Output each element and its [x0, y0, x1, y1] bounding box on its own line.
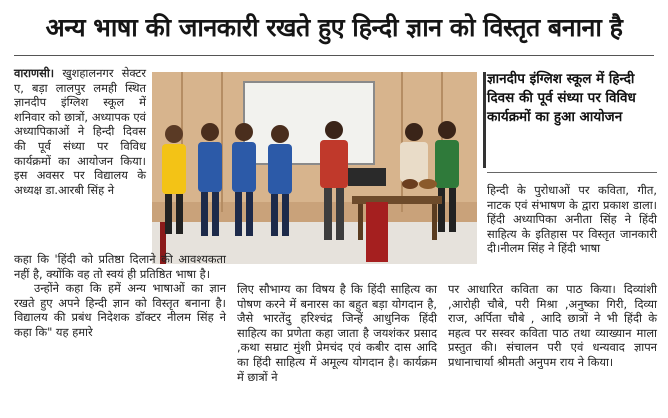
side-heading: ज्ञानदीप इंग्लिश स्कूल में हिन्दी दिवस की पूर्व संध्या पर विविध कार्यक्रमों का हुआ आयोजन	[487, 71, 636, 125]
article-text-left: खुशहालनगर सेक्टर ए, बड़ा लालपुर लमही स्थित ज्ञानदीप इंग्लिश स्कूल में शनिवार को छात्रों, अध्यापक एवं अध्यापिकाओं ने हिन्दी दिवस की पूर्व संध्या पर विविध कार्यक्रमों का आयोजन किया। इस अवसर पर विद्यालय के अध्यक्ष डा.आरबी सिंह ने	[14, 66, 146, 197]
article-column-left-continued	[14, 252, 226, 340]
article-column-right-bottom	[448, 282, 657, 370]
article-text-right-bottom: पर आधारित कविता का पाठ किया। दिव्यांशी ,आरोही चौबे, परी मिश्रा ,अनुष्का गिरी, दिव्या राज, अर्पिता चौबे , आदि छात्रों ने भी हिंदी के महत्व पर सस्वर कविता पाठ तथा व्याख्यान माला प्रस्तुत की। संचालन परी एवं धन्यवाद ज्ञापन प्रधानाचार्या श्रीमती अनुपम राय ने किया।	[448, 282, 657, 369]
side-heading-box	[487, 70, 657, 170]
news-photo	[152, 72, 477, 264]
article-text-middle: लिए सौभाग्य का विषय है कि हिंदी साहित्य का पोषण करने में बनारस का बहुत बड़ा योगदान है, जैसे भारतेंदु हरिश्चंद्र जिन्हें आधुनिक हिंदी साहित्य का प्रणेता कहा जाता है जयशंकर प्रसाद ,कथा सम्राट मुंशी प्रेमचंद एवं कबीर दास आदि का हिंदी साहित्य में अमूल्य योगदान है। कार्यक्रम में छात्रों ने	[237, 282, 437, 384]
event-photo-illustration	[152, 72, 477, 264]
headline-divider	[14, 55, 654, 56]
article-column-middle	[237, 282, 437, 384]
article-column-left	[14, 66, 146, 197]
article-paragraph-2: उन्होंने कहा कि हमें अन्य भाषाओं का ज्ञान रखते हुए अपने हिन्दी ज्ञान को विस्तृत बनाना है। विद्यालय की प्रबंध निदेशक डॉक्टर नीलम सिंह ने कहा कि" यह हमारे	[14, 281, 226, 339]
dateline: वाराणसी।	[14, 66, 55, 80]
headline: अन्य भाषा की जानकारी रखते हुए हिन्दी ज्ञान को विस्तृत बनाना है	[45, 13, 623, 42]
article-paragraph-1: कहा कि 'हिंदी को प्रतिष्ठा दिलाने की आवश्यकता नहीं है, क्योंकि वह तो स्वयं ही प्रतिष्ठित भाषा है।	[14, 252, 226, 281]
article-column-right	[487, 183, 657, 256]
article-text-right: हिन्दी के पुरोधाओं पर कविता, गीत, नाटक एवं संभाषण के द्वारा प्रकाश डाला। हिंदी अध्यापिका अनीता सिंह ने हिंदी साहित्य के इतिहास पर विस्तृत जानकारी दी।नीलम सिंह ने हिंदी भाषा	[487, 183, 657, 256]
sidebar-accent-bar	[483, 72, 486, 168]
side-heading-divider	[487, 172, 657, 173]
